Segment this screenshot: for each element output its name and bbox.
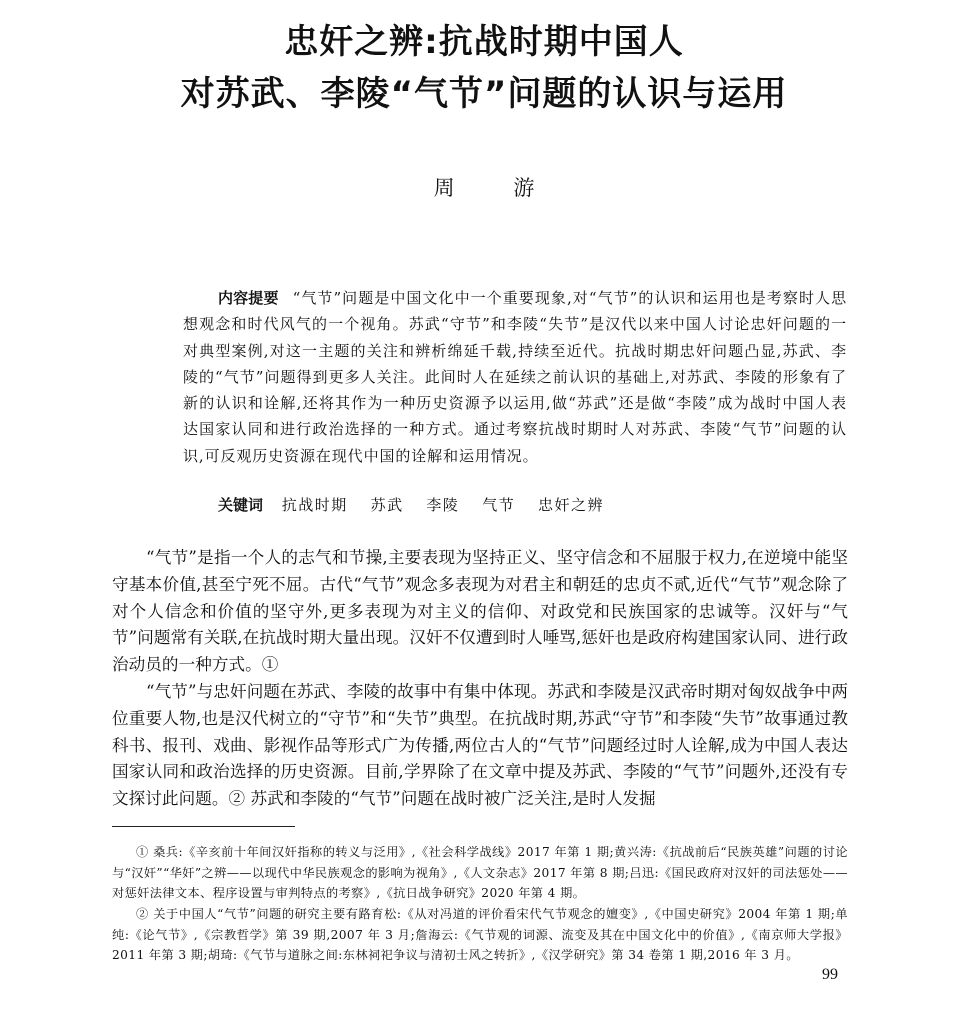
abstract-text: “气节”问题是中国文化中一个重要现象,对“气节”的认识和运用也是考察时人思想观念和时代风气的一个视角。苏武“守节”和李陵“失节”是汉代以来中国人讨论忠奸问题的一对典型案例,对这一主题的关注和辨析绵延千载,持续至近代。抗战时期忠奸问题凸显,苏武、李陵的“气节”问题得到更多人关注。此间时人在延续之前认识的基础上,对苏武、李陵的形象有了新的认识和诠解,还将其作为一种历史资源予以运用,做“苏武”还是做“李陵”成为战时中国人表达国家认同和进行政治选择的一种方式。通过考察抗战时期时人对苏武、李陵“气节”问题的认识,可反观历史资源在现代中国的诠解和运用情况。: [183, 289, 847, 465]
abstract-label: 内容提要: [218, 289, 279, 307]
keywords: [218, 494, 622, 515]
keyword: 苏武: [370, 496, 404, 514]
abstract: [183, 285, 847, 469]
keyword: 李陵: [426, 496, 460, 514]
keywords-label: 关键词: [218, 496, 264, 514]
body-paragraph-1: “气节”是指一个人的志气和节操,主要表现为坚持正义、坚守信念和不屈服于权力,在逆境中能坚守基本价值,甚至宁死不屈。古代“气节”观念多表现为对君主和朝廷的忠贞不贰,近代“气节”观念除了对个人信念和价值的坚守外,更多表现为对主义的信仰、对政党和民族国家的忠诚等。汉奸与“气节”问题常有关联,在抗战时期大量出现。汉奸不仅遭到时人唾骂,惩奸也是政府构建国家认同、进行政治动员的一种方式。①: [112, 548, 848, 675]
keyword: 气节: [482, 496, 516, 514]
keyword: 抗战时期: [281, 496, 348, 514]
page-number: 99: [822, 966, 838, 983]
title-line-2: 对苏武、李陵“气节”问题的认识与运用: [180, 74, 788, 114]
title-line-1: 忠奸之辨:抗战时期中国人: [284, 22, 684, 62]
body-paragraph-2: “气节”与忠奸问题在苏武、李陵的故事中有集中体现。苏武和李陵是汉武帝时期对匈奴战争中两位重要人物,也是汉代树立的“守节”和“失节”典型。在抗战时期,苏武“守节”和李陵“失节”故事通过教科书、报刊、戏曲、影视作品等形式广为传播,两位古人的“气节”问题经过时人诠解,成为中国人表达国家认同和政治选择的历史资源。目前,学界除了在文章中提及苏武、李陵的“气节”问题外,还没有专文探讨此问题。② 苏武和李陵的“气节”问题在战时被广泛关注,是时人发掘: [112, 682, 848, 809]
footnote-1: ① 桑兵:《辛亥前十年间汉奸指称的转义与泛用》,《社会科学战线》2017 年第 1 期;黄兴涛:《抗战前后“民族英雄”问题的讨论与“汉奸”“华奸”之辨——以现代中华民族观念的影响为视角》,《人文杂志》2017 年第 8 期;吕迅:《国民政府对汉奸的司法惩处——对惩奸法律文本、程序设置与审判特点的考察》,《抗日战争研究》2020 年第 4 期。: [112, 845, 848, 900]
keyword: 忠奸之辨: [537, 496, 604, 514]
footnote-divider: [112, 826, 295, 827]
footnote-2: ② 关于中国人“气节”问题的研究主要有路育松:《从对冯道的评价看宋代气节观念的嬗变》,《中国史研究》2004 年第 1 期;单纯:《论气节》,《宗教哲学》第 39 期,2007 年 3 月;詹海云:《气节观的词源、流变及其在中国文化中的价值》,《南京师大学报》2011 年第 3 期;胡琦:《气节与道脉之间:东林祠祀争议与清初士风之转折》,《汉学研究》第 34 卷第 1 期,2016 年 3 月。: [112, 907, 848, 962]
author: 周 游: [433, 176, 561, 200]
